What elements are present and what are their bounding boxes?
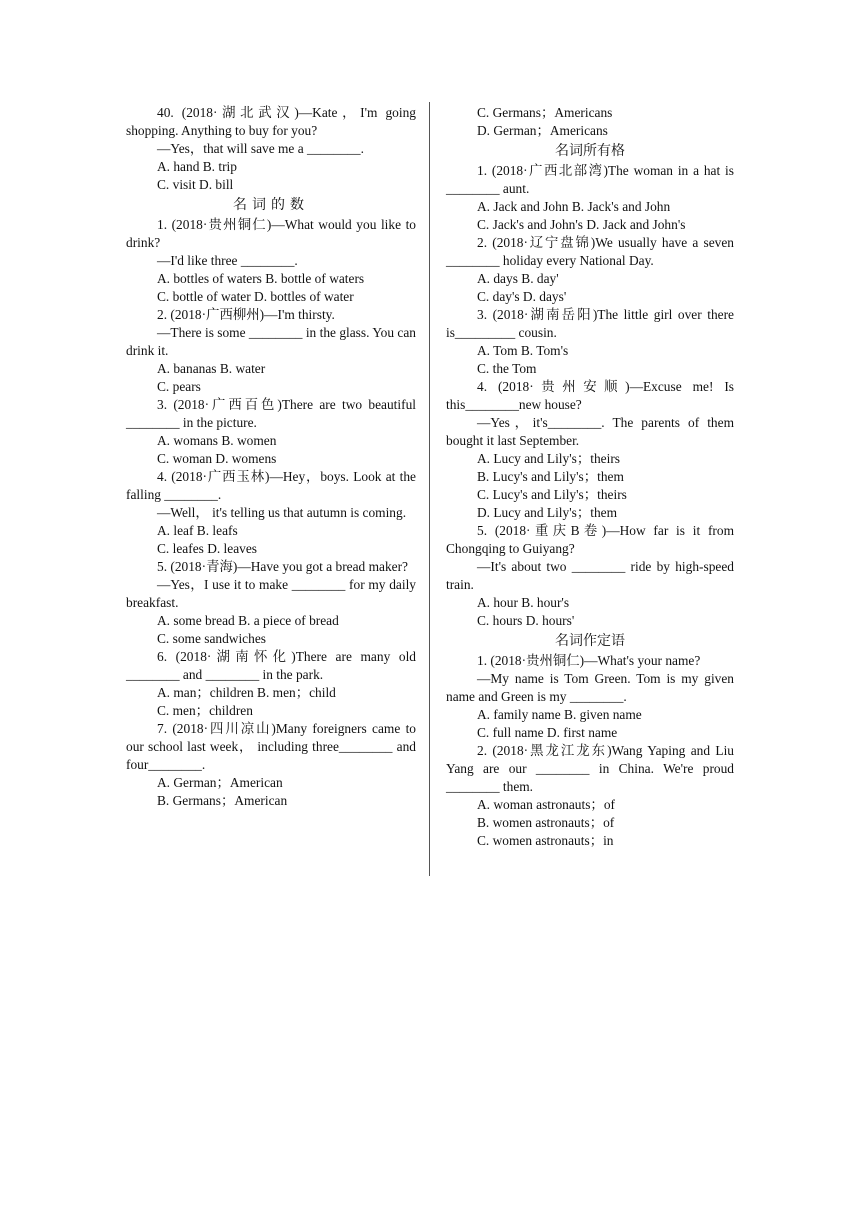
question-text: 4. (2018·广西玉林)—Hey，boys. Look at the falling ________. (126, 469, 416, 502)
question-text: 1. (2018·贵州铜仁)—What would you like to drink? (126, 217, 416, 250)
option-line: C. Jack's and John's D. Jack and John's (477, 217, 686, 232)
left-column (126, 104, 416, 810)
option-line: D. German；Americans (477, 123, 608, 138)
question-text: —Yes，I use it to make ________ for my daily breakfast. (126, 577, 416, 610)
section-heading: 名词作定语 (555, 633, 625, 649)
option-line: C. visit D. bill (157, 177, 234, 192)
right-column (446, 104, 734, 850)
question-text: 5. (2018·重庆B卷)—How far is it from Chongqing to Guiyang? (446, 523, 734, 556)
question-text: —Yes，it's________. The parents of them bought it last September. (446, 415, 734, 448)
question-text: 4. (2018·贵州安顺)—Excuse me! Is this________new house? (446, 379, 734, 412)
section-heading: 名词的数 (233, 197, 309, 213)
option-line: C. pears (157, 379, 201, 394)
question-text: 3. (2018·湖南岳阳)The little girl over there is_________ cousin. (446, 307, 734, 340)
question-text: 1. (2018·广西北部湾)The woman in a hat is ________ aunt. (446, 163, 734, 196)
option-line: A. leaf B. leafs (157, 523, 238, 538)
option-line: C. woman D. womens (157, 451, 277, 466)
option-line: A. days B. day' (477, 271, 559, 286)
option-line: C. some sandwiches (157, 631, 266, 646)
option-line: C. men；children (157, 703, 253, 718)
option-line: A. bananas B. water (157, 361, 266, 376)
question-text: 2. (2018·辽宁盘锦)We usually have a seven ________ holiday every National Day. (446, 235, 734, 268)
option-line: C. Germans；Americans (477, 105, 613, 120)
option-line: B. Germans；American (157, 793, 288, 808)
option-line: —Yes，that will save me a ________. (157, 141, 364, 156)
question-text: —My name is Tom Green. Tom is my given name and Green is my ________. (446, 671, 734, 704)
option-line: C. Lucy's and Lily's；theirs (477, 487, 627, 502)
question-text: 40. (2018·湖北武汉)—Kate，I'm going shopping. Anything to buy for you? (126, 105, 416, 138)
option-line: A. German；American (157, 775, 283, 790)
option-line: —I'd like three ________. (157, 253, 298, 268)
option-line: 2. (2018·广西柳州)—I'm thirsty. (157, 307, 335, 322)
option-line: C. women astronauts；in (477, 833, 614, 848)
option-line: A. Tom B. Tom's (477, 343, 569, 358)
question-text: 7. (2018·四川凉山)Many foreigners came to our school last week， including three________ and four________. (126, 721, 416, 772)
option-line: A. hand B. trip (157, 159, 237, 174)
option-line: D. Lucy and Lily's；them (477, 505, 618, 520)
option-line: A. Lucy and Lily's；theirs (477, 451, 620, 466)
option-line: C. hours D. hours' (477, 613, 575, 628)
option-line: B. women astronauts；of (477, 815, 615, 830)
column-divider (429, 102, 430, 876)
option-line: A. hour B. hour's (477, 595, 570, 610)
option-line: C. bottle of water D. bottles of water (157, 289, 354, 304)
section-heading: 名词所有格 (555, 143, 625, 159)
option-line: A. Jack and John B. Jack's and John (477, 199, 671, 214)
option-line: B. Lucy's and Lily's；them (477, 469, 624, 484)
option-line: A. some bread B. a piece of bread (157, 613, 339, 628)
question-text: 2. (2018·黑龙江龙东)Wang Yaping and Liu Yang are our ________ in China. We're proud ________ them. (446, 743, 734, 794)
question-text: 6. (2018·湖南怀化)There are many old ________ and ________ in the park. (126, 649, 416, 682)
question-text: 5. (2018·青海)—Have you got a bread maker? (157, 559, 408, 574)
option-line: A. womans B. women (157, 433, 277, 448)
option-line: A. woman astronauts；of (477, 797, 615, 812)
question-text: —Well， it's telling us that autumn is coming. (157, 505, 407, 520)
question-text: —It's about two ________ ride by high-speed train. (446, 559, 734, 592)
option-line: A. man；children B. men；child (157, 685, 336, 700)
option-line: C. leafes D. leaves (157, 541, 258, 556)
option-line: A. bottles of waters B. bottle of waters (157, 271, 365, 286)
option-line: C. the Tom (477, 361, 537, 376)
question-text: —There is some ________ in the glass. You can drink it. (126, 325, 416, 358)
option-line: C. day's D. days' (477, 289, 567, 304)
option-line: C. full name D. first name (477, 725, 618, 740)
option-line: A. family name B. given name (477, 707, 642, 722)
option-line: 1. (2018·贵州铜仁)—What's your name? (477, 653, 701, 668)
question-text: 3. (2018·广西百色)There are two beautiful ________ in the picture. (126, 397, 416, 430)
